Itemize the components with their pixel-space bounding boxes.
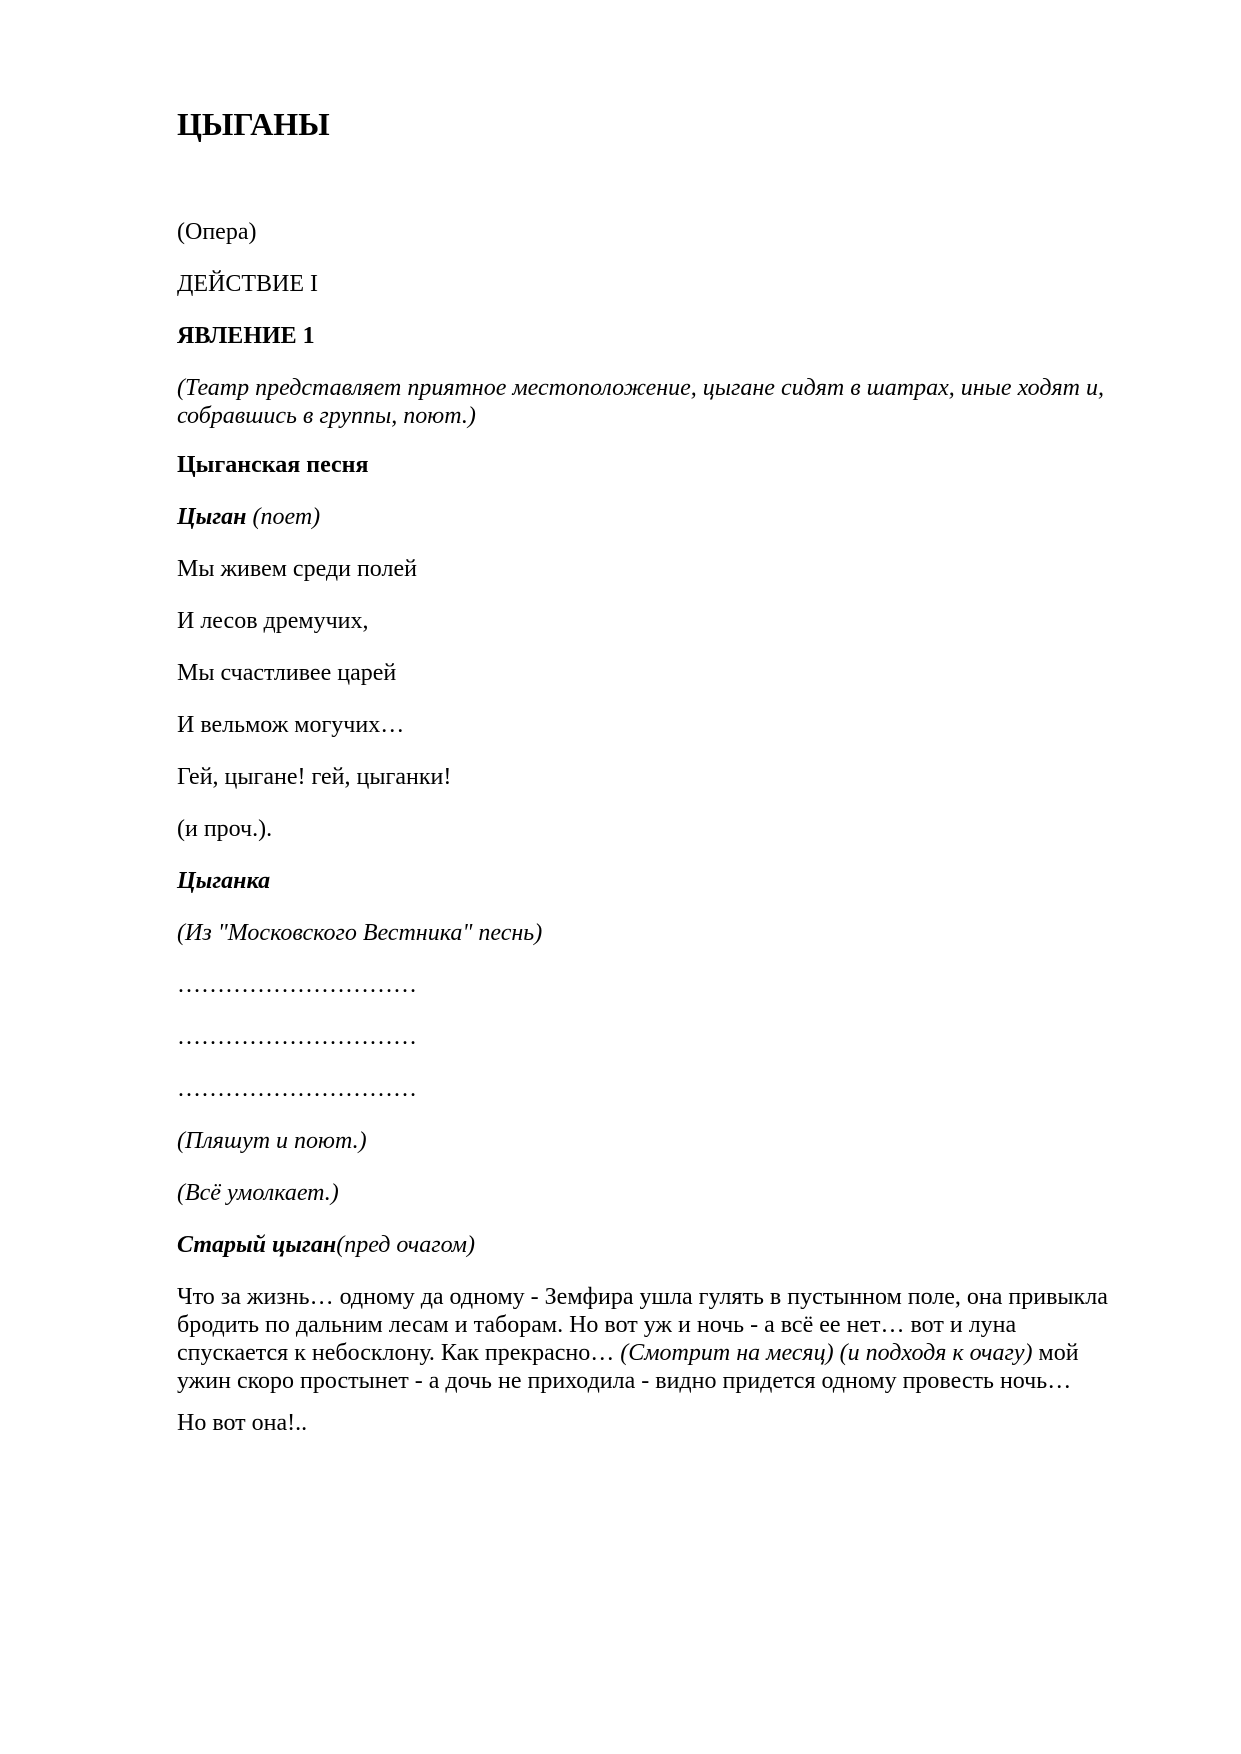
monologue-line: Что за жизнь… одному да одному - Земфира ушла гулять в пустынном поле, она привыкла bbox=[177, 1284, 1108, 1310]
speaker-direction: (пред очагом) bbox=[336, 1232, 475, 1258]
speaker-name: Старый цыган bbox=[177, 1232, 337, 1258]
stage-direction-silence: (Всё умолкает.) bbox=[177, 1180, 339, 1206]
speaker-gypsy bbox=[177, 503, 320, 531]
monologue-line: бродить по дальним лесам и таборам. Но вот уж и ночь - а всё ее нет… вот и луна bbox=[177, 1312, 1017, 1338]
speaker-old-gypsy bbox=[177, 1231, 475, 1259]
song-line: Мы живем среди полей bbox=[177, 556, 417, 582]
closing-line: Но вот она!.. bbox=[177, 1410, 308, 1436]
song-line: И лесов дремучих, bbox=[177, 608, 369, 634]
song-line: Мы счастливее царей bbox=[177, 660, 397, 686]
speaker-name: Цыган bbox=[177, 504, 247, 530]
act-heading: ДЕЙСТВИЕ I bbox=[177, 271, 319, 297]
ellipsis-line: ………………………… bbox=[177, 1076, 417, 1102]
song-line: И вельмож могучих… bbox=[177, 712, 405, 738]
stage-direction-line: (Театр представляет приятное местоположение, цыгане сидят в шатрах, иные ходят и, bbox=[177, 375, 1104, 401]
song-line: (и проч.). bbox=[177, 816, 273, 842]
speaker-direction: (поет) bbox=[246, 504, 321, 530]
scene-heading: ЯВЛЕНИЕ 1 bbox=[177, 323, 315, 349]
monologue-text: мой bbox=[1032, 1340, 1079, 1366]
speaker-gypsy-woman: Цыганка bbox=[177, 868, 271, 894]
page-title: ЦЫГАНЫ bbox=[177, 106, 330, 142]
genre-label: (Опера) bbox=[177, 219, 257, 245]
song-title: Цыганская песня bbox=[177, 452, 369, 478]
monologue bbox=[177, 1283, 1108, 1395]
stage-direction-line: собравшись в группы, поют.) bbox=[177, 403, 476, 429]
ellipsis-line: ………………………… bbox=[177, 972, 417, 998]
stage-direction-dance: (Пляшут и поют.) bbox=[177, 1128, 367, 1154]
monologue-line bbox=[177, 1339, 1108, 1367]
song-source: (Из "Московского Вестника" песнь) bbox=[177, 920, 543, 946]
song-line: Гей, цыгане! гей, цыганки! bbox=[177, 764, 452, 790]
monologue-direction: (Смотрит на месяц) (и подходя к очагу) bbox=[620, 1340, 1033, 1366]
monologue-line: ужин скоро простынет - а дочь не приходила - видно придется одному провесть ночь… bbox=[177, 1368, 1072, 1394]
stage-direction bbox=[177, 374, 1104, 430]
monologue-text: спускается к небосклону. Как прекрасно… bbox=[177, 1340, 621, 1366]
ellipsis-line: ………………………… bbox=[177, 1024, 417, 1050]
